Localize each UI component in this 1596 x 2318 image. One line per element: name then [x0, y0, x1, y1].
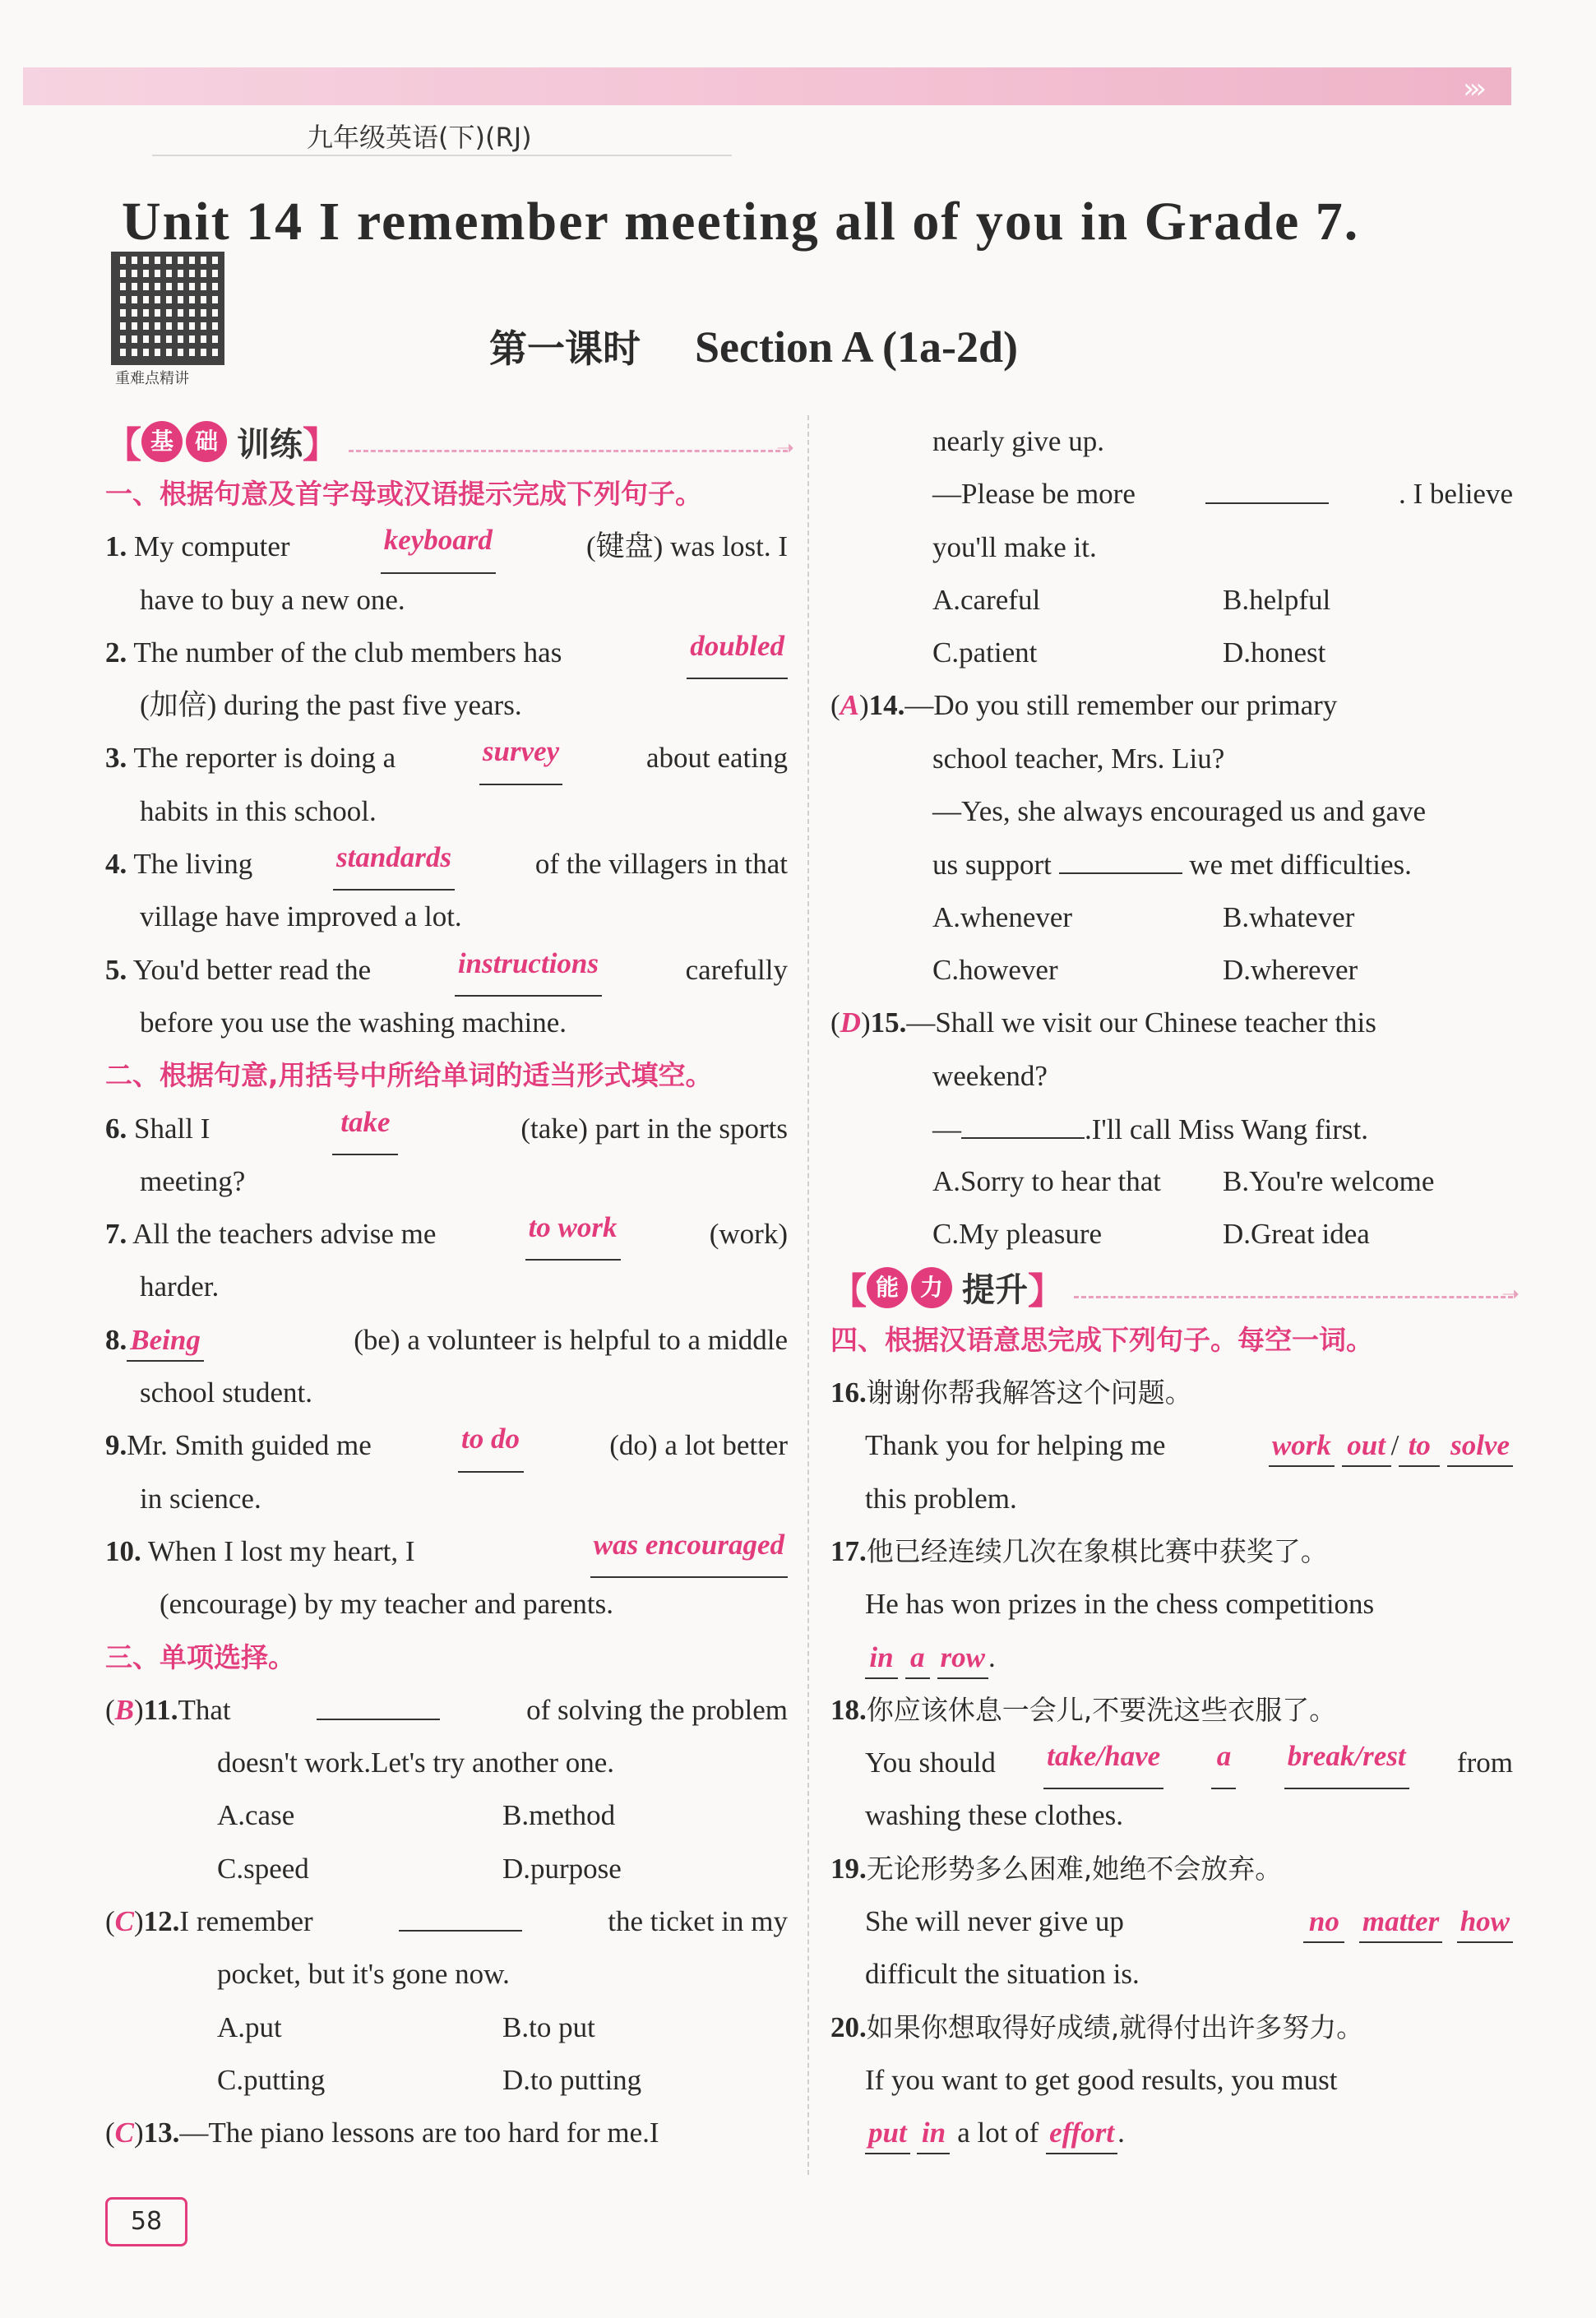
top-banner [23, 67, 1511, 105]
choice-answer: A [840, 689, 860, 722]
options: A.case B.method [217, 1799, 616, 1832]
options: C.patient D.honest [932, 636, 1326, 669]
section-heading: 三、单项选择。 [105, 1640, 295, 1673]
blank [961, 1103, 1085, 1139]
answer-blank[interactable]: instructions [455, 944, 602, 997]
unit-title: Unit 14 I remember meeting all of you in Grade 7. [122, 192, 1360, 252]
qr-code-icon[interactable] [111, 252, 224, 365]
left-column: 【 基 础 训练 】 ➝ 一、根据句意及首字母或汉语提示完成下列句子。 1. My computer keyboard (键盘) was lost. I have to buy a new one. 2. The number of the club members has doubled (加倍) during the past five years. 3. The reporter is doing a survey about eating habits in this school. 4. The living standards of the villagers in that village have improved a lot. 5. You'd better read the instructions carefully before you use the washing machine. 二、根据句意,用括号中所给单词的适当形式填空。 6. Shall I take (take) part in the sports meeting? 7. All the teachers advise me to work (work) harder. 8. Being (be) a volunteer is helpful to a middle school student. 9.Mr. Smith guided me to do (do) a lot better in science. 10. When I lost my heart, I was encouraged (encourage) by my teacher and parents. 三、单项选择。 (B)11.That of solving the problem doesn't work.Let's try another one. A.case B.method C.speed D.purpose (C)12.I remember the ticket in my pocket, but it's gone now. A.put B.to put C.putting D.to putting (C)13.—The piano lessons are too hard for me.I [105, 415, 788, 2160]
choice-answer: C [114, 2117, 135, 2149]
options: C.My pleasure D.Great idea [932, 1218, 1370, 1251]
answer-blank[interactable]: to do [458, 1419, 524, 1472]
choice-answer: D [840, 1006, 861, 1039]
options: A.Sorry to hear that B.You're welcome [932, 1165, 1435, 1198]
question-5: 5. You'd better read the instructions carefully [105, 944, 788, 997]
answer-blank[interactable]: to work [525, 1208, 621, 1261]
question-13: (C)13.—The piano lessons are too hard for me.I [105, 2117, 659, 2149]
dotted-arrow [1074, 1277, 1513, 1298]
header-tab [152, 105, 732, 156]
choice-answer: B [114, 1693, 135, 1726]
options: C.putting D.to putting [217, 2063, 642, 2096]
blank [1205, 468, 1329, 504]
question-11: (B)11.That of solving the problem [105, 1684, 788, 1737]
question-3: 3. The reporter is doing a survey about eating [105, 732, 788, 784]
answer-blank[interactable]: keyboard [381, 521, 496, 573]
question-15: (D)15.—Shall we visit our Chinese teacher this [830, 1006, 1376, 1039]
question-17: 17.他已经连续几次在象棋比赛中获奖了。 [830, 1534, 1328, 1567]
options: A.careful B.helpful [932, 583, 1331, 616]
lesson-title [489, 319, 1018, 373]
answer-blank[interactable]: doubled [687, 627, 788, 679]
dotted-arrow [349, 431, 788, 452]
page-number: 58 [105, 2197, 187, 2246]
options: C.speed D.purpose [217, 1852, 622, 1885]
question-19: 19.无论形势多么困难,她绝不会放弃。 [830, 1852, 1283, 1885]
question-7: 7. All the teachers advise me to work (work) [105, 1208, 788, 1261]
right-column: nearly give up. —Please be more . I believe you'll make it. A.careful B.helpful C.patient D.honest (A)14.—Do you still remember our primary school teacher, Mrs. Liu? —Yes, she always encouraged us and gave us support we met difficulties. A.whenever B.whatever C.however D.wherever (D)15.—Shall we visit our Chinese teacher this weekend? — .I'll call Miss Wang first. A.Sorry to hear that B.You're welcome C.My pleasure D.Great idea 【 能 力 提升 】 ➝ 四、根据汉语意思完成下列句子。每空一词。 16.谢谢你帮我解答这个问题。 Thank you for helping me work out / to solve this problem. 17.他已经连续几次在象棋比赛中获奖了。 He has won prizes in the chess competitions in a row . 18.你应该休息一会儿,不要洗这些衣服了。 You should take/have a break/rest from washing these clothes. 19.无论形势多么困难,她绝不会放弃。 She will never give up no matter how difficult the situation is. 20.如果你想取得好成绩,就得付出许多努力。 If you want to get good results, you must put in a lot of effort . [830, 415, 1513, 2160]
blank [399, 1895, 522, 1932]
question-2: 2. The number of the club members has doubled [105, 627, 788, 679]
answer-blank[interactable]: survey [479, 732, 562, 784]
question-16: 16.谢谢你帮我解答这个问题。 [830, 1376, 1192, 1409]
question-12: (C)12.I remember the ticket in my [105, 1895, 788, 1948]
question-9: 9.Mr. Smith guided me to do (do) a lot better [105, 1419, 788, 1472]
chevrons-icon: ››› [1463, 72, 1482, 105]
section-badge-basic: 【 基 础 训练 】 ➝ [105, 415, 788, 468]
options: A.whenever B.whatever [932, 900, 1355, 933]
question-10: 10. When I lost my heart, I was encouraged [105, 1525, 788, 1578]
lesson-en: Section A (1a-2d) [695, 322, 1019, 372]
options: C.however D.wherever [932, 953, 1358, 986]
qr-label: 重难点精讲 [115, 370, 189, 387]
column-divider [807, 415, 809, 2175]
answer-blank[interactable]: was encouraged [590, 1525, 788, 1578]
book-title: 九年级英语(下)(RJ) [307, 122, 532, 153]
section-heading: 一、根据句意及首字母或汉语提示完成下列句子。 [105, 478, 702, 510]
answer-blank[interactable]: standards [333, 838, 455, 891]
choice-answer: C [114, 1905, 135, 1938]
question-1: 1. My computer keyboard (键盘) was lost. I [105, 521, 788, 573]
section-badge-ability: 【 能 力 提升 】 ➝ [830, 1261, 1513, 1314]
answer-blank[interactable]: Being [127, 1321, 204, 1362]
blank [317, 1684, 440, 1720]
options: A.put B.to put [217, 2010, 595, 2043]
question-14: (A)14.—Do you still remember our primary [830, 689, 1338, 722]
question-18: 18.你应该休息一会儿,不要洗这些衣服了。 [830, 1693, 1337, 1726]
answer-blank[interactable]: take [332, 1103, 398, 1155]
blank [1059, 838, 1182, 874]
question-4: 4. The living standards of the villagers in that [105, 838, 788, 891]
question-6: 6. Shall I take (take) part in the sports [105, 1103, 788, 1155]
question-20: 20.如果你想取得好成绩,就得付出许多努力。 [830, 2010, 1364, 2043]
section-heading: 二、根据句意,用括号中所给单词的适当形式填空。 [105, 1059, 713, 1092]
lesson-cn: 第一课时 [489, 326, 641, 371]
question-8: 8. Being (be) a volunteer is helpful to a middle [105, 1314, 788, 1367]
section-heading: 四、根据汉语意思完成下列句子。每空一词。 [830, 1323, 1373, 1356]
